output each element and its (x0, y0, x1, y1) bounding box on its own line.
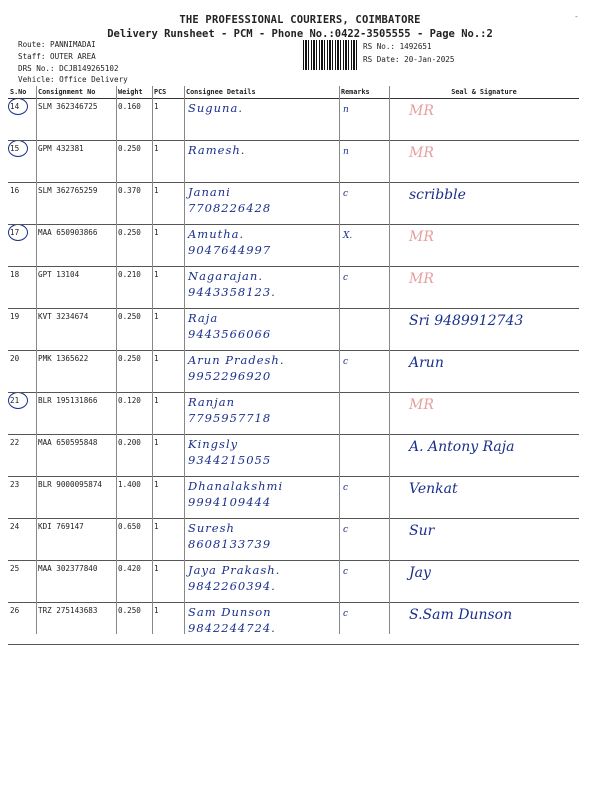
remark-mark: c (343, 357, 349, 367)
col-sno: S.No (8, 86, 36, 99)
col-pcs: PCS (152, 86, 184, 99)
row-sno-text: 16 (10, 186, 20, 195)
row-signature (389, 225, 579, 267)
row-sno (8, 309, 36, 351)
consignee-phone: 9344215055 (188, 453, 272, 467)
table-row (8, 561, 579, 603)
consignee-phone: 9952296920 (188, 369, 272, 383)
row-remarks (339, 519, 389, 561)
row-weight: 0.250 (116, 225, 152, 267)
row-remarks (339, 561, 389, 603)
table-row (8, 603, 579, 645)
col-consignee: Consignee Details (184, 86, 339, 99)
signature: Sri 9489912743 (409, 313, 524, 329)
row-sno-text: 23 (10, 480, 20, 489)
row-sno (8, 183, 36, 225)
consignee-name: Nagarajan. (188, 269, 263, 283)
row-consignment-no: BLR 9000095874 (36, 477, 116, 519)
table-row (8, 435, 579, 477)
row-remarks (339, 267, 389, 309)
consignee-name: Suguna. (188, 101, 243, 115)
row-sno-text: 24 (10, 522, 20, 531)
row-signature (389, 393, 579, 435)
signature: MR (409, 397, 434, 413)
row-pcs: 1 (152, 267, 184, 309)
corner-mark: - (574, 12, 579, 21)
row-sno (8, 435, 36, 477)
table-row (8, 141, 579, 183)
row-consignment-no: MAA 650903866 (36, 225, 116, 267)
row-weight: 0.420 (116, 561, 152, 603)
col-seal-signature: Seal & Signature (389, 86, 579, 99)
row-pcs: 1 (152, 435, 184, 477)
row-consignment-no: KVT 3234674 (36, 309, 116, 351)
signature: Sur (409, 523, 435, 539)
consignee-phone: 9443566066 (188, 327, 272, 341)
consignee-phone: 7708226428 (188, 201, 272, 215)
row-signature (389, 519, 579, 561)
row-weight: 0.250 (116, 351, 152, 393)
row-remarks (339, 351, 389, 393)
table-row (8, 267, 579, 309)
row-consignment-no: MAA 302377840 (36, 561, 116, 603)
row-consignment-no: BLR 195131866 (36, 393, 116, 435)
signature: MR (409, 271, 434, 287)
row-consignee (184, 351, 339, 393)
row-sno (8, 225, 36, 267)
consignee-name: Ranjan (188, 395, 236, 409)
row-consignment-no: SLM 362346725 (36, 99, 116, 141)
signature: A. Antony Raja (409, 439, 515, 455)
table-row (8, 99, 579, 141)
row-weight: 0.160 (116, 99, 152, 141)
consignee-name: Dhanalakshmi (188, 479, 284, 493)
row-consignee (184, 477, 339, 519)
row-sno-text: 19 (10, 312, 20, 321)
row-sno-text: 25 (10, 564, 20, 573)
consignee-phone: 9842244724. (188, 621, 276, 635)
row-consignment-no: GPT 13104 (36, 267, 116, 309)
row-signature (389, 603, 579, 645)
row-pcs: 1 (152, 477, 184, 519)
consignee-name: Suresh (188, 521, 235, 535)
row-remarks (339, 141, 389, 183)
row-pcs: 1 (152, 309, 184, 351)
row-sno-text: 17 (10, 228, 20, 237)
table-row (8, 351, 579, 393)
table-row (8, 309, 579, 351)
row-signature (389, 183, 579, 225)
row-weight: 0.200 (116, 435, 152, 477)
barcode (303, 40, 359, 70)
row-remarks (339, 225, 389, 267)
row-consignee (184, 561, 339, 603)
row-consignee (184, 519, 339, 561)
rs-date: RS Date: 20-Jan-2025 (363, 55, 455, 64)
vehicle-label: Vehicle: Office Delivery (18, 75, 128, 84)
signature: MR (409, 103, 434, 119)
row-sno (8, 99, 36, 141)
row-weight: 0.120 (116, 393, 152, 435)
signature: MR (409, 229, 434, 245)
row-signature (389, 99, 579, 141)
row-remarks (339, 99, 389, 141)
row-sno-text: 22 (10, 438, 20, 447)
consignee-name: Jaya Prakash. (188, 563, 281, 577)
row-sno-text: 18 (10, 270, 20, 279)
rs-number: RS No.: 1492651 (363, 42, 432, 51)
signature: Arun (409, 355, 444, 371)
row-pcs: 1 (152, 519, 184, 561)
consignee-name: Raja (188, 311, 219, 325)
table-row (8, 519, 579, 561)
row-consignment-no: KDI 769147 (36, 519, 116, 561)
table-row (8, 183, 579, 225)
row-pcs: 1 (152, 393, 184, 435)
row-sno-text: 15 (10, 144, 20, 153)
row-sno-text: 26 (10, 606, 20, 615)
row-signature (389, 309, 579, 351)
row-sno (8, 519, 36, 561)
row-consignment-no: TRZ 275143683 (36, 603, 116, 645)
remark-mark: c (343, 567, 349, 577)
remark-mark: c (343, 483, 349, 493)
row-remarks (339, 477, 389, 519)
remark-mark: c (343, 189, 349, 199)
table-row (8, 225, 579, 267)
row-remarks (339, 603, 389, 645)
row-sno (8, 267, 36, 309)
company-title: THE PROFESSIONAL COURIERS, COIMBATORE (179, 14, 421, 26)
row-consignee (184, 141, 339, 183)
row-signature (389, 561, 579, 603)
row-weight: 1.400 (116, 477, 152, 519)
consignee-phone: 9443358123. (188, 285, 276, 299)
remark-mark: n (343, 105, 349, 115)
table-header-row (8, 86, 579, 99)
consignee-name: Amutha. (188, 227, 245, 241)
consignee-name: Ramesh. (188, 143, 246, 157)
row-consignment-no: GPM 432381 (36, 141, 116, 183)
row-consignee (184, 267, 339, 309)
consignee-phone: 9994109444 (188, 495, 272, 509)
consignee-phone: 9047644997 (188, 243, 272, 257)
row-signature (389, 267, 579, 309)
row-remarks (339, 309, 389, 351)
table-row (8, 393, 579, 435)
col-weight: Weight (116, 86, 152, 99)
consignee-name: Kingsly (188, 437, 239, 451)
consignee-phone: 8608133739 (188, 537, 272, 551)
row-sno (8, 477, 36, 519)
row-consignee (184, 309, 339, 351)
row-sno (8, 603, 36, 645)
consignee-name: Arun Pradesh. (188, 353, 285, 367)
row-signature (389, 435, 579, 477)
row-pcs: 1 (152, 561, 184, 603)
row-weight: 0.250 (116, 141, 152, 183)
row-sno-text: 20 (10, 354, 20, 363)
route-label: Route: PANNIMADAI (18, 40, 96, 49)
row-sno (8, 351, 36, 393)
row-consignment-no: PMK 1365622 (36, 351, 116, 393)
remark-mark: X. (343, 231, 353, 241)
row-pcs: 1 (152, 183, 184, 225)
row-consignee (184, 435, 339, 477)
row-remarks (339, 183, 389, 225)
signature: Venkat (409, 481, 458, 497)
consignee-phone: 7795957718 (188, 411, 272, 425)
row-weight: 0.250 (116, 603, 152, 645)
row-pcs: 1 (152, 351, 184, 393)
signature: MR (409, 145, 434, 161)
remark-mark: n (343, 147, 349, 157)
runsheet-table (8, 86, 579, 645)
row-signature (389, 141, 579, 183)
consignee-phone: 9842260394. (188, 579, 276, 593)
row-sno (8, 393, 36, 435)
signature: Jay (409, 565, 431, 581)
row-consignee (184, 603, 339, 645)
drs-number: DRS No.: DCJB149265102 (18, 64, 119, 73)
row-consignee (184, 183, 339, 225)
row-remarks (339, 393, 389, 435)
row-signature (389, 477, 579, 519)
row-weight: 0.250 (116, 309, 152, 351)
row-sno-text: 21 (10, 396, 20, 405)
row-sno (8, 561, 36, 603)
row-signature (389, 351, 579, 393)
row-pcs: 1 (152, 99, 184, 141)
col-consignment: Consignment No (36, 86, 116, 99)
row-sno-text: 14 (10, 102, 20, 111)
row-consignee (184, 393, 339, 435)
row-weight: 0.370 (116, 183, 152, 225)
staff-label: Staff: OUTER AREA (18, 52, 96, 61)
row-pcs: 1 (152, 141, 184, 183)
row-consignment-no: MAA 650595848 (36, 435, 116, 477)
row-pcs: 1 (152, 225, 184, 267)
row-sno (8, 141, 36, 183)
remark-mark: c (343, 273, 349, 283)
consignee-name: Janani (188, 185, 231, 199)
row-consignee (184, 99, 339, 141)
runsheet-subtitle: Delivery Runsheet - PCM - Phone No.:0422-3505555 - Page No.:2 (107, 28, 493, 40)
remark-mark: c (343, 525, 349, 535)
row-remarks (339, 435, 389, 477)
row-consignment-no: SLM 362765259 (36, 183, 116, 225)
col-remarks: Remarks (339, 86, 389, 99)
row-consignee (184, 225, 339, 267)
row-pcs: 1 (152, 603, 184, 645)
signature: scribble (409, 187, 466, 203)
consignee-name: Sam Dunson (188, 605, 272, 619)
signature: S.Sam Dunson (409, 607, 513, 623)
row-weight: 0.650 (116, 519, 152, 561)
table-row (8, 477, 579, 519)
remark-mark: c (343, 609, 349, 619)
row-weight: 0.210 (116, 267, 152, 309)
